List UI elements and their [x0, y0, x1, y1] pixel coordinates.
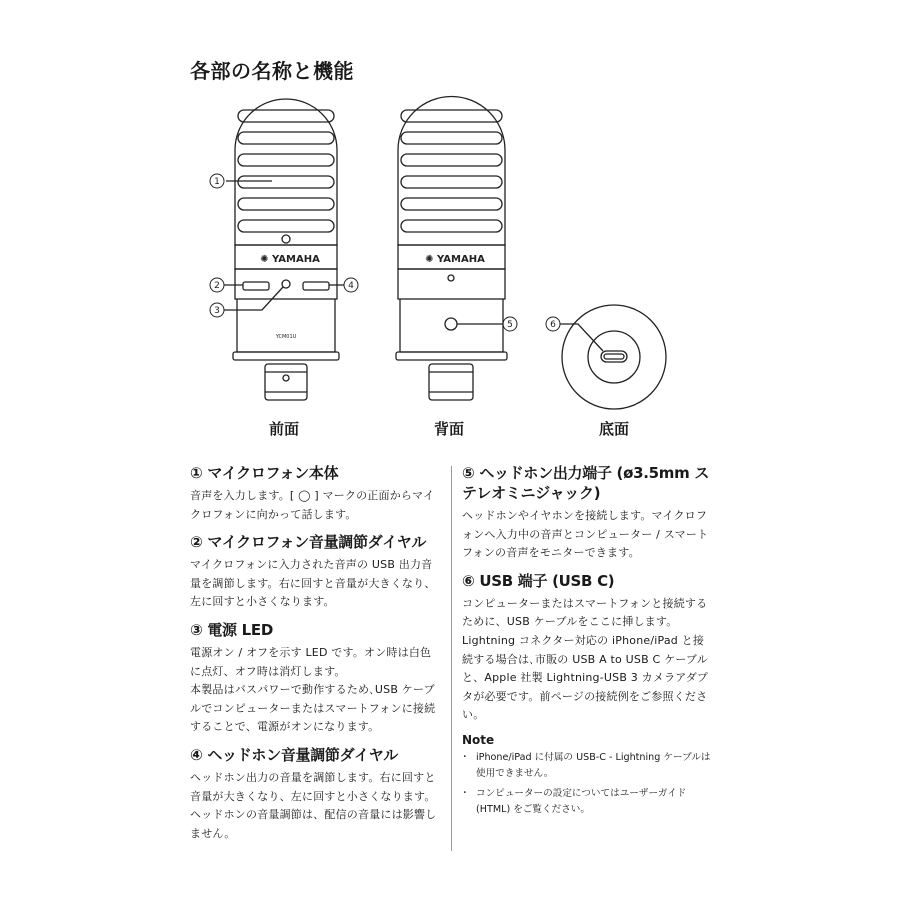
- section-body: 電源オン / オフを示す LED です。オン時は白色に点灯、オフ時は消灯します。: [190, 645, 432, 678]
- headphone-volume-dial[interactable]: [303, 282, 329, 290]
- view-label-front: 前面: [268, 420, 300, 438]
- svg-text:2: 2: [214, 281, 220, 291]
- section-heading: ① マイクロフォン本体: [190, 464, 339, 482]
- column-divider: [451, 466, 452, 851]
- front-view-illustration: [224, 99, 344, 400]
- note-item: ・ iPhone/iPad に付属の USB-C - Lightning ケーブルは使用できません。: [462, 750, 714, 782]
- note-item: ・ コンピューターの設定についてはユーザーガイド (HTML) をご覧ください。: [462, 786, 714, 818]
- page-title: 各部の名称と機能: [190, 59, 354, 83]
- power-led: [282, 280, 290, 288]
- section-body: 音声を入力します。[ ◯ ] マークの正面からマイクロフォンに向かって話します。: [190, 489, 435, 521]
- svg-text:1: 1: [214, 177, 220, 187]
- section-heading: ② マイクロフォン音量調節ダイヤル: [190, 533, 427, 552]
- usb-c-port[interactable]: [601, 351, 627, 362]
- brand-logo-back: ✺ YAMAHA: [425, 254, 485, 265]
- model-label: YCM01U: [275, 334, 297, 340]
- back-view-illustration: [396, 96, 507, 400]
- svg-text:3: 3: [214, 306, 220, 316]
- svg-text:5: 5: [507, 320, 513, 330]
- mic-volume-dial[interactable]: [243, 282, 269, 290]
- note-title: Note: [462, 732, 495, 747]
- view-label-bottom: 底面: [598, 420, 630, 438]
- section-body: コンピューターまたはスマートフォンと接続するために、USB ケーブルをここに挿します。Lightning コネクター対応の iPhone/iPad と接続する場合は､市販の USB A to USB C ケーブルと、Apple 社製 Lightning-USB 3 カメラアダプタが必要です。前ページの接続例をご参照ください。: [462, 596, 709, 722]
- section-heading: ⑤ ヘッドホン出力端子 (ø3.5mm ステレオミニジャック): [462, 464, 710, 502]
- left-column: [190, 463, 442, 851]
- view-label-back: 背面: [433, 420, 465, 438]
- svg-text:6: 6: [550, 320, 556, 330]
- section-body: マイクロフォンに入力された音声の USB 出力音量を調節します。右に回すと音量が大きくなり、左に回すと小さくなります。: [190, 558, 436, 609]
- headphone-jack[interactable]: [445, 318, 457, 330]
- section-body: ヘッドホン出力の音量を調節します。右に回すと音量が大きくなり、左に回すと小さくなります。ヘッドホンの音量調節は、配信の音量には影響しません。: [190, 770, 437, 840]
- svg-text:4: 4: [348, 281, 354, 291]
- right-column: [462, 463, 714, 822]
- section-heading: ④ ヘッドホン音量調節ダイヤル: [190, 745, 398, 764]
- note-list: [462, 750, 714, 818]
- section-heading: ⑥ USB 端子 (USB C): [462, 571, 615, 590]
- brand-logo-front: ✺ YAMAHA: [260, 254, 320, 265]
- section-heading: ③ 電源 LED: [190, 620, 274, 639]
- bottom-view-illustration: [560, 305, 666, 409]
- section-body: ヘッドホンやイヤホンを接続します。マイクロフォンへ入力中の音声とコンピューター / スマートフォンの音声をモニターできます。: [462, 509, 709, 560]
- section-body: 本製品はバスパワーで動作するため､USB ケーブルでコンピューターまたはスマートフォンに接続することで、電源がオンになります。: [190, 683, 436, 734]
